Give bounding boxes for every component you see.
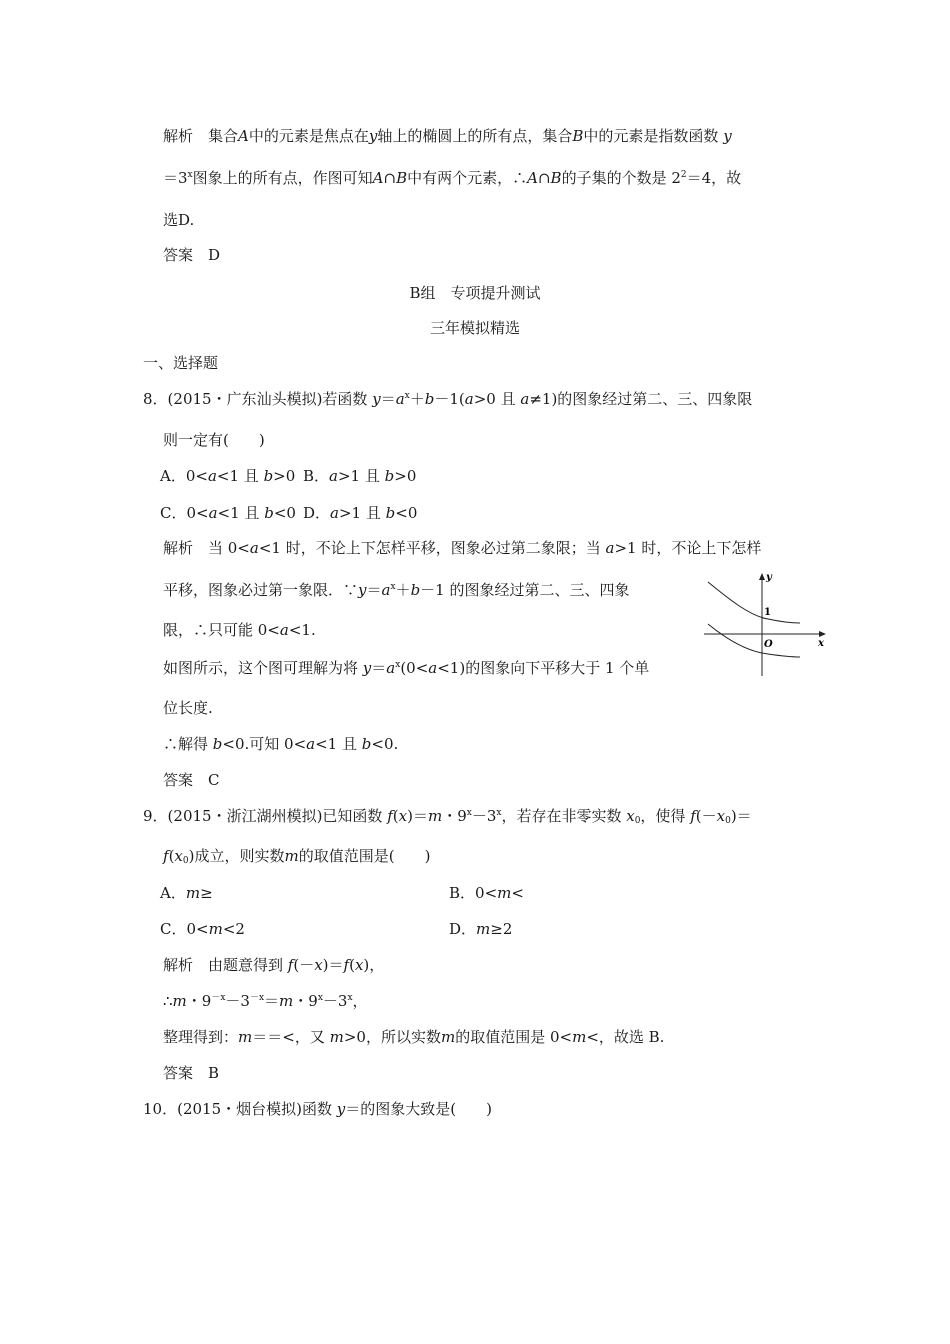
question-8-solution: ∴解得 b<0.可知 0<a<1 且 b<0. — [163, 735, 399, 753]
question-8-option-a: A．0<a<1 且 b>0 — [160, 467, 296, 485]
curve-original — [708, 582, 800, 623]
question-8-stem: 8．(2015・广东汕头模拟)若函数 $y=a^x+b-1(a>0$ 且 a≠1)的图象经过第二、三、四象限 — [143, 390, 753, 408]
solution-line: 解析 集合A中的元素是焦点在y轴上的椭圆上的所有点，集合B中的元素是指数函数 y — [163, 127, 732, 145]
question-8-solution: 解析 当 0<a<1 时，不论上下怎样平移，图象必过第二象限；当 a>1 时，不论上下怎样 — [163, 539, 762, 557]
question-8-option-c: C．0<a<1 且 b<0 — [160, 504, 296, 522]
question-9-solution: ∴m・$9^{-x}-3^{-x}=m$・$9^x-3^x$， — [163, 992, 368, 1010]
x-axis-arrow — [819, 631, 826, 637]
exponential-graph-figure — [700, 566, 830, 681]
y-intercept-label: 1 — [764, 607, 771, 618]
y-axis-label: y — [766, 572, 772, 583]
question-9-option-b: B．0<m< — [449, 884, 524, 902]
x-axis-label: x — [818, 638, 824, 649]
question-type-heading: 一、选择题 — [143, 354, 219, 372]
question-9-stem: 9．(2015・浙江湖州模拟)已知函数 f(x)＝m・$9^x-3^x$，若存在非零实数 $x_0$，使得 $f(-x_0)=$ — [143, 807, 752, 826]
curve-shifted — [708, 624, 800, 657]
answer-line: 答案 C — [163, 771, 220, 789]
solution-line: $=3^x$图象上的所有点，作图可知A∩B中有两个元素，∴A∩B的子集的个数是 $2^2=4$，故 — [163, 169, 742, 187]
question-8-solution: 限，∴只可能 0<a<1. — [163, 621, 316, 639]
question-8-option-d: D．a>1 且 b<0 — [303, 504, 418, 522]
question-8-solution: 位长度. — [163, 699, 213, 717]
origin-label: O — [764, 639, 773, 650]
question-10-stem: 10．(2015・烟台模拟)函数 y＝的图象大致是( ) — [143, 1100, 492, 1118]
solution-line: 选D. — [163, 211, 195, 229]
question-9-option-c: C．0<m<2 — [160, 920, 245, 938]
y-axis-arrow — [759, 573, 765, 580]
question-9-solution: 解析 由题意得到 f(－x)＝f(x)， — [163, 956, 385, 974]
question-8-option-b: B．a>1 且 b>0 — [303, 467, 417, 485]
section-subtitle: 三年模拟精选 — [429, 319, 520, 337]
question-9-option-d: D．m≥2 — [449, 920, 513, 938]
question-8-stem: 则一定有( ) — [163, 431, 265, 449]
question-8-solution: 平移，图象必过第一象限．$\because y=a^x+b-1$ 的图象经过第二、三、四象 — [163, 581, 630, 599]
section-title: B组 专项提升测试 — [409, 284, 541, 302]
answer-line: 答案 B — [163, 1064, 220, 1082]
question-8-solution: 如图所示，这个图可理解为将 $y=a^x(0<a<1)$的图象向下平移大于 1 个单 — [163, 659, 650, 677]
question-9-stem: $f(x_0)$成立，则实数m的取值范围是( ) — [163, 847, 431, 866]
question-9-solution: 整理得到：m＝＝<，又 m>0，所以实数m的取值范围是 0<m<，故选 B. — [163, 1028, 665, 1046]
answer-line: 答案 D — [163, 246, 221, 264]
question-9-option-a: A．m≥ — [160, 884, 213, 902]
